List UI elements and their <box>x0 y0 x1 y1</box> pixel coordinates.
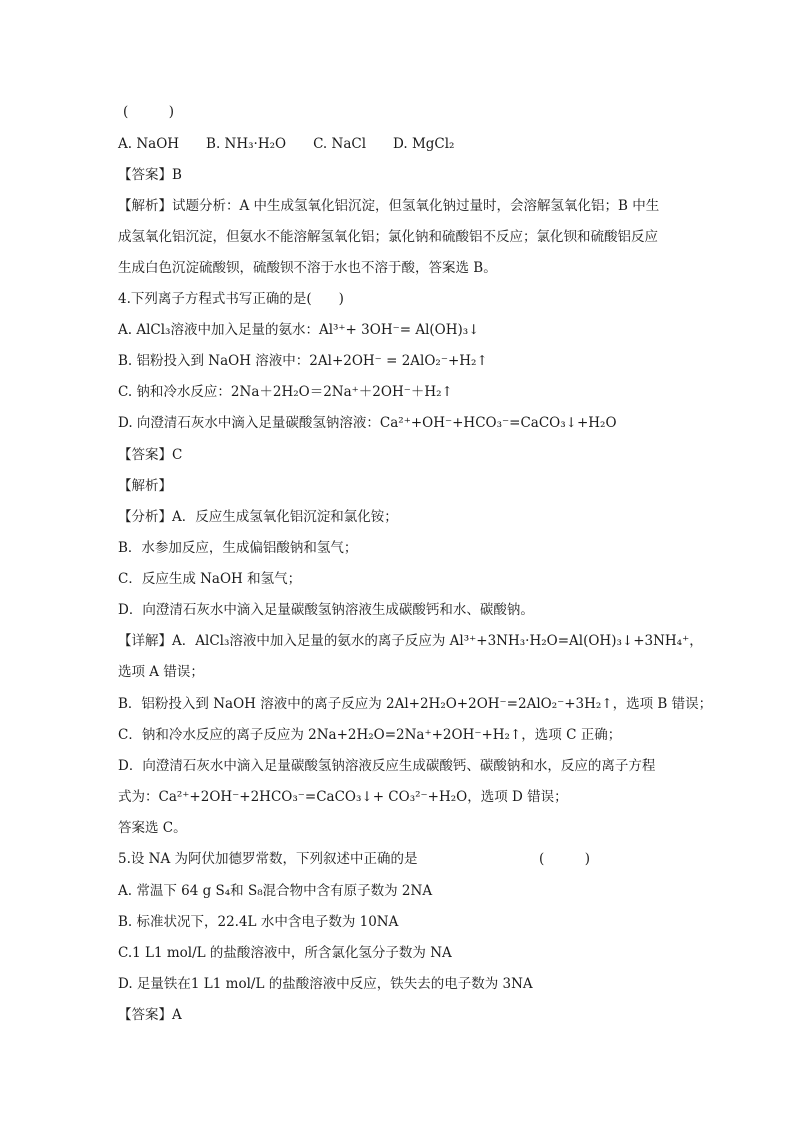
question-4-option-c: C. 钠和冷水反应：2Na＋2H₂O＝2Na⁺＋2OH⁻＋H₂↑ <box>118 384 453 400</box>
answer-4: 【答案】C <box>118 447 183 463</box>
analysis-4-c: C．反应生成 NaOH 和氢气； <box>118 571 302 587</box>
detail-4-b: B．铝粉投入到 NaOH 溶液中的离子反应为 2Al+2H₂O+2OH⁻=2AlO₂⁻+3H₂↑，选项 B 错误； <box>118 696 713 712</box>
analysis-3-line-3: 生成白色沉淀硫酸钡，硫酸钡不溶于水也不溶于酸，答案选 B。 <box>118 260 497 276</box>
detail-4-c: C．钠和冷水反应的离子反应为 2Na+2H₂O=2Na⁺+2OH⁻+H₂↑，选项 C 正确； <box>118 727 622 743</box>
detail-4-a-line-2: 选项 A 错误； <box>118 664 204 680</box>
detail-4-a-line-1: 【详解】A．AlCl₃溶液中加入足量的氨水的离子反应为 Al³⁺+3NH₃·H₂O=Al(OH)₃↓+3NH₄⁺， <box>118 633 703 649</box>
question-5-stem: 5.设 NA 为阿伏加德罗常数，下列叙述中正确的是 ( ) <box>118 851 591 867</box>
analysis-4-b: B．水参加反应，生成偏铝酸钠和氢气； <box>118 540 358 556</box>
question-5-option-b: B. 标准状况下，22.4L 水中含电子数为 10NA <box>118 914 399 930</box>
analysis-3-line-1: 【解析】试题分析：A 中生成氢氧化铝沉淀，但氢氧化钠过量时，会溶解氢氧化铝；B 中生 <box>118 198 660 214</box>
analysis-4-d: D．向澄清石灰水中滴入足量碳酸氢钠溶液生成碳酸钙和水、碳酸钠。 <box>118 602 534 618</box>
detail-4-d-line-1: D．向澄清石灰水中滴入足量碳酸氢钠溶液反应生成碳酸钙、碳酸钠和水，反应的离子方程 <box>118 758 656 774</box>
analysis-4-heading: 【解析】 <box>118 478 172 494</box>
answer-4-conclusion: 答案选 C。 <box>118 820 187 836</box>
question-5-option-c: C.1 L1 mol/L 的盐酸溶液中，所含氯化氢分子数为 NA <box>118 945 452 961</box>
question-5-option-d: D. 足量铁在1 L1 mol/L 的盐酸溶液中反应，铁失去的电子数为 3NA <box>118 976 533 992</box>
answer-3: 【答案】B <box>118 167 182 183</box>
detail-4-d-line-2: 式为：Ca²⁺+2OH⁻+2HCO₃⁻=CaCO₃↓+ CO₃²⁻+H₂O，选项 D 错误； <box>118 789 568 805</box>
question-3-options: A. NaOH B. NH₃·H₂O C. NaCl D. MgCl₂ <box>118 136 455 152</box>
answer-5: 【答案】A <box>118 1007 182 1023</box>
question-4-option-a: A. AlCl₃溶液中加入足量的氨水：Al³⁺+ 3OH⁻= Al(OH)₃↓ <box>118 322 480 338</box>
analysis-3-line-2: 成氢氧化铝沉淀，但氨水不能溶解氢氧化铝；氯化钠和硫酸铝不反应；氯化钡和硫酸铝反应 <box>118 229 658 245</box>
analysis-4-a: 【分析】A．反应生成氢氧化铝沉淀和氯化铵； <box>118 509 398 525</box>
question-5-option-a: A. 常温下 64 g S₄和 S₈混合物中含有原子数为 2NA <box>118 883 433 899</box>
question-4-stem: 4.下列离子方程式书写正确的是( ) <box>118 291 344 307</box>
question-4-option-b: B. 铝粉投入到 NaOH 溶液中：2Al+2OH⁻ = 2AlO₂⁻+H₂↑ <box>118 353 488 369</box>
question-4-option-d: D. 向澄清石灰水中滴入足量碳酸氢钠溶液：Ca²⁺+OH⁻+HCO₃⁻=CaCO₃↓+H₂O <box>118 415 617 431</box>
question-3-blank: ( ) <box>123 104 175 120</box>
